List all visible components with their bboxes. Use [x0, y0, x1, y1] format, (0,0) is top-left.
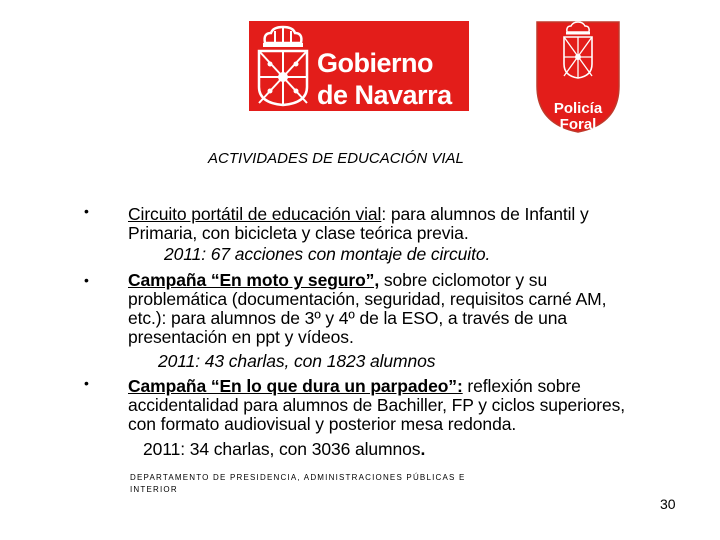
policia-foral-logo — [535, 20, 621, 134]
item-1-text: : para alumnos de Infantil y — [381, 204, 589, 224]
list-item-3-line2: accidentalidad para alumnos de Bachiller, FP y ciclos superiores, — [128, 395, 626, 415]
item-3-text: reflexión sobre — [462, 376, 581, 396]
bullet-marker: • — [84, 203, 89, 219]
logo-text-policia: Policía — [553, 100, 603, 117]
gobierno-navarra-logo — [249, 21, 469, 111]
list-item-3-line1 — [128, 377, 581, 396]
logo-text-de-navarra: de Navarra — [317, 80, 452, 110]
list-item-3-stat-line — [143, 440, 425, 459]
item-2-text: sobre ciclomotor y su — [379, 270, 548, 290]
list-item-3-line3: con formato audiovisual y posterior mesa redonda. — [128, 414, 517, 434]
list-item-1-line1 — [128, 205, 589, 224]
list-item-2-line2: problemática (documentación, seguridad, requisitos carné AM, — [128, 289, 607, 309]
list-item-2-line1 — [128, 271, 547, 290]
list-item-3-stat-end: . — [420, 439, 426, 459]
logo-text-gobierno: Gobierno — [317, 48, 433, 78]
list-item-2-line4: presentación en ppt y vídeos. — [128, 327, 354, 347]
page-title: ACTIVIDADES DE EDUCACIÓN VIAL — [208, 150, 464, 167]
logo-text-foral: Foral — [559, 116, 597, 133]
item-1-heading: Circuito portátil de educación vial — [128, 204, 382, 224]
list-item-2-stat: 2011: 43 charlas, con 1823 alumnos — [158, 351, 436, 371]
list-item-2-line3: etc.): para alumnos de 3º y 4º de la ESO, a través de una — [128, 308, 567, 328]
bullet-marker: • — [84, 375, 89, 391]
list-item-1-line2: Primaria, con bicicleta y clase teórica previa. — [128, 223, 469, 243]
footer-department-line1: DEPARTAMENTO DE PRESIDENCIA, ADMINISTRACIONES PÚBLICAS E — [130, 473, 466, 482]
list-item-1-stat: 2011: 67 acciones con montaje de circuito. — [164, 244, 491, 264]
bullet-marker: • — [84, 272, 89, 288]
page-number: 30 — [660, 496, 676, 512]
item-2-heading: Campaña “En moto y seguro”, — [128, 270, 380, 290]
list-item-3-stat: 2011: 34 charlas, con 3036 alumnos — [143, 439, 421, 459]
footer-department-line2: INTERIOR — [130, 485, 178, 494]
item-3-heading: Campaña “En lo que dura un parpadeo”: — [128, 376, 463, 396]
navarra-crest-icon — [255, 25, 311, 107]
